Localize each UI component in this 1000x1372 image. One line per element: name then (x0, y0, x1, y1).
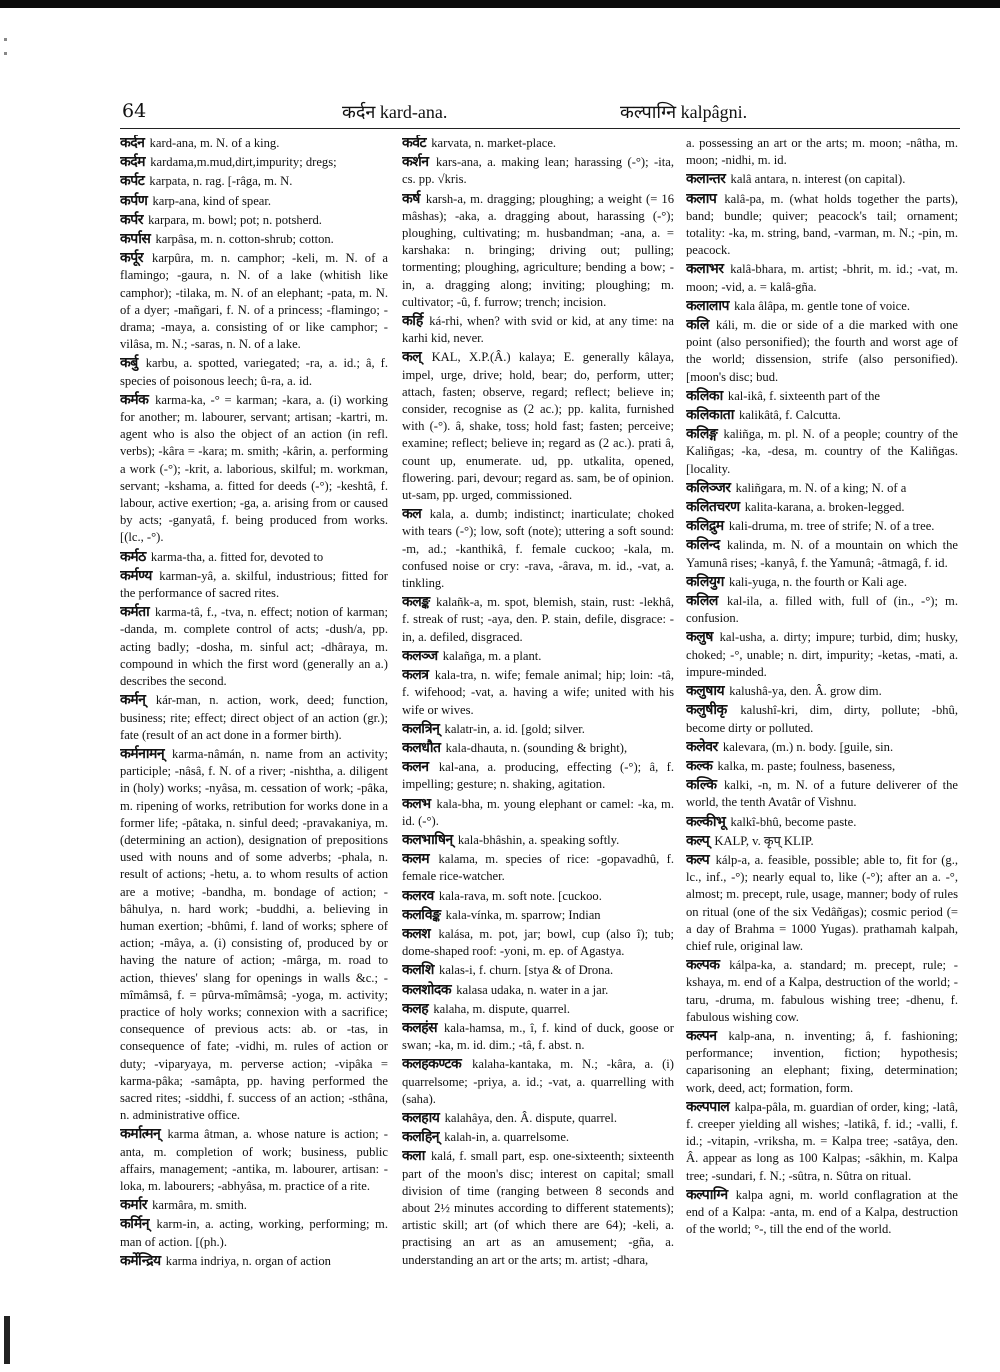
dictionary-entry (686, 833, 958, 850)
entry-headword: कलभाषिन् (402, 831, 453, 848)
dictionary-entry (686, 852, 958, 955)
dictionary-entry (686, 261, 958, 295)
entry-headword: कल्पाग्नि (686, 1186, 728, 1203)
dictionary-entry (402, 907, 674, 924)
entry-definition: kala, a. dumb; indistinct; inarticulate; choked with tears (-°); low, soft (note); uttering a soft sound: -m, ad.; -kanthikâ, f. female cuckoo; -kala, m. confused noise or cry: -rava, -ârava, m. id., -vat, a. tinkling. (402, 507, 674, 591)
entry-headword: कर्ष (402, 190, 420, 207)
dictionary-entry (402, 349, 674, 504)
entry-headword: कला (402, 1148, 425, 1165)
dictionary-entry (402, 740, 674, 757)
dictionary-entry (686, 518, 958, 535)
entry-definition: kala âlâpa, m. gentle tone of voice. (730, 298, 910, 313)
entry-definition: kalañga, m. a plant. (439, 648, 542, 663)
entry-definition: kalpa-pâla, m. guardian of order, king; -latâ, f. creeper yielding all wishes; -latikâ, f. id.; -valli, f. id.; -vitapin, -vriksha, m. = Kalpa tree; -satâya, den. Â. appear as long as 100 Kalpas; -sâkhin, m. Kalpa tree; -sundari, f. N.; -sûtra, n. Sûtra on ritual. (686, 1099, 958, 1183)
dictionary-entry (686, 426, 958, 478)
dictionary-entry (686, 1187, 958, 1239)
dictionary-entry (686, 317, 958, 386)
dictionary-entry (120, 549, 388, 566)
top-border (0, 0, 1000, 8)
entry-definition: kali-yuga, n. the fourth or Kali age. (725, 574, 908, 589)
entry-headword: कर्मठ (120, 548, 146, 565)
entry-headword: कल्पक (686, 957, 720, 974)
entry-headword: कर्मार (120, 1197, 147, 1214)
entry-definition: kalka, m. paste; foulness, baseness, (714, 758, 896, 773)
dictionary-entry (402, 1056, 674, 1108)
entry-headword: कलुष (686, 629, 713, 646)
dictionary-entry (120, 250, 388, 353)
entry-definition: kár-man, n. action, work, deed; function, business; rite; effect; direct object of an action (gr.); fate (result of an act done in a former birth). (120, 693, 388, 742)
entry-definition: karpata, n. rag. [-râga, m. N. (146, 174, 293, 189)
scan-dot (4, 38, 7, 41)
dictionary-entry (686, 739, 958, 756)
entry-headword: कलशोदक (402, 981, 452, 998)
entry-definition: karpara, m. bowl; pot; n. potsherd. (144, 212, 322, 227)
entry-headword: कर्पूर (120, 250, 143, 267)
entry-headword: कलिञ्जर (686, 479, 731, 496)
dictionary-entry (402, 962, 674, 979)
entry-headword: कर्मता (120, 604, 150, 621)
entry-headword: कलञ्ज (402, 647, 438, 664)
entry-definition: kalatr-in, a. id. [gold; silver. (441, 721, 585, 736)
dictionary-entry (120, 355, 388, 389)
dictionary-entry (120, 746, 388, 1124)
dictionary-entry (402, 721, 674, 738)
entry-headword: कलेवर (686, 738, 718, 755)
entry-headword: कलाभर (686, 261, 724, 278)
entry-definition: kalaha, m. dispute, quarrel. (430, 1001, 571, 1016)
entry-definition: kala-rava, m. soft note. [cuckoo. (435, 888, 602, 903)
entry-headword: कलान्तर (686, 171, 726, 188)
entry-definition: ká-rhi, when? with svid or kid, at any time: na karhi kid, never. (402, 314, 674, 346)
entry-headword: कर्मात्मन् (120, 1126, 161, 1143)
entry-definition: karvata, n. market-place. (428, 136, 557, 150)
entry-definition: kal-ila, a. filled with, full of (in., -°); m. confusion. (686, 594, 958, 626)
dictionary-entry (120, 1253, 388, 1270)
dictionary-entry (686, 499, 958, 516)
dictionary-entry (120, 1197, 388, 1214)
dictionary-entry (402, 506, 674, 592)
entry-definition: KAL, X.P.(Â.) kalaya; E. generally kâlaya, impel, urge, drive; hold, bear; do, perform, utter; attach, fasten; observe, regard; reflect; believe in; consider, recognise as (2 ac.); pp. kalita, furnished with (-°). â, shake, toss; hold fast; fasten; perceive; examine; reflect; believe in; regard as (2 ac.). prati â, count up, enumerate. ud, pp. utkalita, opened, flowering. pari, devour; regard as. sam, be of opinion. ut-sam, pp. urged, commissioned. (402, 350, 674, 503)
entry-definition: kálpa-ka, a. standard; m. precept, rule; -kshaya, m. end of a Kalpa, destruction of the world; -taru, -druma, m. fabulous wishing tree; -dhenu, f. fabulous wishing cow. (686, 958, 958, 1024)
entry-definition: kalikâtâ, f. Calcutta. (735, 408, 841, 423)
dictionary-entry (120, 173, 388, 190)
dictionary-entry (402, 926, 674, 960)
entry-headword: कल्पन (686, 1027, 717, 1044)
entry-headword: कलि (686, 317, 709, 334)
entry-definition: kaliñgara, m. N. of a king; N. of a (732, 480, 907, 495)
header-rule (120, 128, 960, 129)
dictionary-entry (120, 1126, 388, 1195)
entry-headword: कलभ (402, 795, 431, 812)
entry-definition: kalita-karana, a. broken-legged. (741, 500, 905, 515)
entry-definition: kalkî-bhû, become paste. (727, 814, 857, 829)
scan-edge-mark (4, 1316, 10, 1364)
dictionary-entry (120, 392, 388, 547)
entry-definition: karma âtman, a. whose nature is action; -anta, m. completion of work; business, public affairs, management; -antika, m. labourer, artisan: -loka, m. labourers; -abhyâsa, m. practice of a rite. (120, 1127, 388, 1193)
entry-headword: कर्मक (120, 391, 149, 408)
entry-headword: कलहकण्टक (402, 1056, 462, 1073)
running-head-left: कर्दन kard-ana. (342, 102, 448, 122)
entry-definition: kala-hamsa, m., î, f. kind of duck, goose or swan; -ka, m. id. dim.; -tâ, f. abst. n. (402, 1020, 674, 1053)
dictionary-entry (402, 832, 674, 849)
dictionary-entry (402, 1129, 674, 1146)
entry-definition: kala-dhauta, n. (sounding & bright), (442, 740, 628, 755)
running-head-right: कल्पाग्नि kalpâgni. (620, 102, 748, 122)
dictionary-entry (686, 388, 958, 405)
dictionary-entry (686, 537, 958, 571)
dictionary-entry (402, 888, 674, 905)
dictionary-entry (120, 154, 388, 171)
entry-definition: kalâ antara, n. interest (on capital). (727, 172, 906, 187)
entry-headword: कलरव (402, 887, 434, 904)
dictionary-entry (120, 193, 388, 210)
dictionary-entry (402, 191, 674, 311)
dictionary-entry (686, 1028, 958, 1097)
dictionary-entry (402, 851, 674, 885)
entry-definition: kala-bha, m. young elephant or camel: -ka, m. id. (-°). (402, 796, 674, 828)
entry-headword: कर्हि (402, 313, 423, 330)
entry-definition: kalâ-pa, m. (what holds together the parts), band; bundle; quiver; peacock's tail; ornament; totality: -ka, m. string, band, -varman, m. N.; -pin, m. peacock. (686, 191, 958, 258)
dictionary-entry (402, 1110, 674, 1127)
entry-headword: कलङ्क (402, 594, 430, 611)
entry-headword: कर्पास (120, 231, 151, 248)
entry-headword: कलन (402, 759, 429, 776)
entry-headword: कल्पपाल (686, 1098, 730, 1115)
entry-headword: कलश (402, 925, 431, 942)
dictionary-entry (686, 629, 958, 681)
entry-definition: kalasa udaka, n. water in a jar. (453, 982, 609, 997)
scan-dot (4, 52, 7, 55)
dictionary-entry (402, 1001, 674, 1018)
dictionary-entry (686, 814, 958, 831)
entry-definition: kalah-in, a. quarrelsome. (441, 1130, 570, 1145)
entry-headword: कलशि (402, 962, 434, 979)
entry-definition: kala-vínka, m. sparrow; Indian (442, 907, 601, 922)
entry-headword: कर्वट (402, 135, 427, 151)
entry-definition: kala-tra, n. wife; female animal; hip; loin: -tâ, f. wifehood; -vat, a. having a wife; united with his wife or wives. (402, 668, 674, 717)
entry-definition: kalama, m. species of rice: -gopavadhû, f. female rice-watcher. (402, 852, 674, 884)
entry-definition: kala-bhâshin, a. speaking softly. (454, 832, 620, 847)
entry-headword: कर्पर (120, 211, 143, 228)
entry-headword: कल्कि (686, 777, 717, 794)
dictionary-entry (402, 648, 674, 665)
entry-headword: कर्मिन् (120, 1216, 150, 1233)
entry-headword: कर्शन (402, 154, 429, 171)
entry-definition: karma-tha, a. fitted for, devoted to (147, 549, 324, 564)
entry-headword: कलुषाय (686, 683, 725, 700)
dictionary-entry (402, 135, 674, 152)
entry-definition: kal-ikâ, f. sixteenth part of the (724, 388, 881, 403)
dictionary-entry (402, 796, 674, 830)
entry-definition: kalushî-kri, dim, dirty, pollute; -bhû, become dirty or polluted. (686, 703, 958, 735)
entry-headword: कर्पट (120, 173, 145, 190)
dictionary-entry (402, 759, 674, 793)
entry-definition: kalaha-kantaka, m. N.; -kâra, a. (i) quarrelsome; -priya, a. id.; -vat, a. quarrelling with (saha). (402, 1057, 674, 1106)
entry-headword: कर्पण (120, 192, 148, 209)
entry-definition: kálp-a, a. feasible, possible; able to, fit for (g., lc., inf., -°); nearly equal to, like (-°); after an a. -°, almost; m. precept, rule, usage, manner; body of rules on ritual (one of the six Vedâñgas); cosmic period (= a day of Brahma = 1000 Yugas). prathamah kalpah, chief rule, original law. (686, 852, 958, 953)
entry-headword: कलिकाता (686, 407, 734, 424)
entry-headword: कलम (402, 851, 430, 868)
dictionary-entry (402, 1148, 674, 1268)
entry-definition: kalása, m. pot, jar; bowl, cup (also î); tub; dome-shaped roof: -yoni, m. ep. of Agastya. (402, 926, 674, 959)
entry-definition: kardama,m.mud,dirt,impurity; dregs; (147, 155, 337, 170)
entry-definition: kalpa agni, m. world conflagration at the end of a Kalpa: -anta, m. end of a Kalpa, destruction of the world; °-, till the end of the world. (686, 1187, 958, 1237)
entry-headword: कलत्र (402, 667, 429, 684)
dictionary-entry (686, 298, 958, 315)
dictionary-entry (686, 407, 958, 424)
entry-headword: कलाप (686, 190, 717, 207)
entry-definition: kali-druma, m. tree of strife; N. of a tree. (725, 519, 935, 534)
entry-definition: karma-ka, -° = karman; -kara, a. (i) working for another; m. labourer, servant; artisan; -kartri, m. agent who is also the object of an action (in refl. verbs); -kâra = -kara; m. smith; -kârin, a. performing a work (-°); -krit, a. laborious, skilful; m. workman, servant; -kshama, a. fitted for deeds (-°); -keshtâ, f. labour, active exertion; -ga, a. arising from or caused by acts; -ganyatâ, f. being produced from works. [(lc., -°). (120, 392, 388, 545)
entry-definition: kal-ana, a. producing, effecting (-°); â, f. impelling; gesture; n. shaking, agitation. (402, 760, 674, 792)
entry-definition: karm-in, a. acting, working, performing; m. man of action. [(ph.). (120, 1217, 388, 1249)
entry-headword: कलहंस (402, 1019, 438, 1036)
entry-headword: कलुषीकृ (686, 702, 727, 719)
entry-headword: कलहिन् (402, 1129, 440, 1146)
entry-definition: kalki, -n, m. N. of a future deliverer of the world, the tenth Avatâr of Vishnu. (686, 778, 958, 810)
entry-headword: कल्कीभू (686, 813, 726, 830)
entry-headword: कल्प् (686, 832, 710, 849)
entry-headword: कर्मन् (120, 692, 146, 709)
dictionary-entry (120, 1216, 388, 1250)
dictionary-entry (686, 191, 958, 260)
entry-definition: karmâra, m. smith. (148, 1198, 247, 1213)
entry-headword: कर्दन (120, 135, 145, 151)
dictionary-entry (686, 1099, 958, 1185)
entry-headword: कल (402, 506, 422, 523)
entry-headword: कर्दम (120, 154, 146, 171)
dictionary-entry (120, 231, 388, 248)
entry-headword: कल्प (686, 851, 710, 868)
dictionary-entry (402, 667, 674, 719)
entry-definition: karma-nâmán, n. name from an activity; participle; -nâsâ, f. N. of a river; -nishtha, a. diligent in (holy) works; -nyâsa, m. cessation of work; -pâka, m. ripening of works, retribution for works done in a former life; -pâtaka, n. sinful deed; -pravakaniya, m. (determining an action), designation of prepositions used with nouns and of some adverbs; -phala, n. result of actions; -hetu, a. to whom results of action are a motive; -bandha, m. bondage of action; -bâhulya, n. hard work; -buddhi, a. believing in human exertion; -bhûmi, f. land of works; sphere of action; -mâya, a. (i) consisting of, produced by or having the nature of action; -mârga, m. road to action, thieves' slang for openings in walls &c.; -mîmâmsâ, f. = pûrva-mîmâmsâ; -yoga, m. activity; practice of holy works; connexion with a sacrifice; consequence of previous acts: ab. or -tas, in consequence of fate; -vidhi, m. rules of action or duty; -viparyaya, m. perverse action; -vipâka = karma-pâka; -samâpta, pp. having performed the sacred rites; -siddhi, f. success of an action; -sthâna, n. administrative office. (120, 746, 388, 1123)
entry-headword: कल्क (686, 757, 713, 774)
dictionary-entry (402, 594, 674, 646)
entry-definition: karma-tâ, f., -tva, n. effect; notion of karman; -danda, m. complete control of acts; -dush/a, pp. acting badly; -dosha, m. sinful act; -dhâraya, m. compound in which the first word (generally an a.) describes the second. (120, 605, 388, 689)
entry-definition: karsh-a, m. dragging; ploughing; a weight (= 16 mâshas); -aka, a. dragging about, harassing (-°); ploughing, cultivating; m. husbandman; -ana, a. = karshaka: n. bringing; driving out; pulling; tormenting; ploughing, agriculture; bending a bow; -in, a. dragging along; inviting; ploughing; m. cultivator; -û, f. furrow; trench; incision. (402, 191, 674, 309)
dictionary-entry (686, 683, 958, 700)
entry-headword: कलहाय (402, 1109, 440, 1126)
column-2 (402, 135, 674, 1280)
entry-definition: kalas-i, f. churn. [stya & of Drona. (435, 963, 614, 978)
entry-definition: kalevara, (m.) n. body. [guile, sin. (719, 739, 894, 754)
entry-headword: कलालाप (686, 297, 729, 314)
dictionary-entry (402, 154, 674, 188)
entry-headword: कलियुग (686, 573, 724, 590)
dictionary-entry (120, 692, 388, 744)
entry-definition: karp-ana, kind of spear. (149, 193, 272, 208)
entry-headword: कलितचरण (686, 499, 740, 516)
entry-headword: कलिद्रुम (686, 518, 724, 535)
dictionary-entry (686, 574, 958, 591)
entry-headword: कलधौत (402, 739, 441, 756)
entry-headword: कलिका (686, 387, 723, 404)
column-3-continuation: a. possessing an art or the arts; m. moon; -nâtha, m. moon; -nidhi, m. id. (686, 136, 958, 168)
entry-headword: कलिल (686, 593, 718, 610)
entry-definition: KALP, v. कृप् KLIP. (711, 833, 814, 848)
dictionary-entry (686, 777, 958, 811)
entry-headword: कर्मनामन् (120, 745, 165, 762)
entry-definition: káli, m. die or side of a die marked with one point (also personified); the fourth and worst age of the world; dissension, strife (also personified). [moon's disc; bud. (686, 318, 958, 384)
entry-headword: कलविङ्क (402, 906, 441, 923)
dictionary-entry (402, 313, 674, 347)
dictionary-entry (686, 593, 958, 627)
dictionary-entry (120, 568, 388, 602)
entry-definition: kal-usha, a. dirty; impure; turbid, dim; husky, choked; -°, unable; n. dirt, impurity; -ketas, -mati, a. impure-minded. (686, 630, 958, 679)
entry-headword: कर्मेन्द्रिय (120, 1252, 161, 1269)
entry-definition: kalañk-a, m. spot, blemish, stain, rust: -lekhâ, f. streak of rust; -aya, den. P. stain, defile, disgrace: -in, a. defiled, disgraced. (402, 595, 674, 644)
entry-definition: kalâ-bhara, m. artist; -bhrit, m. id.; -vat, m. moon; -vid, a. = kalâ-gña. (686, 262, 958, 294)
entry-headword: कर्बु (120, 355, 138, 372)
entry-definition: kard-ana, m. N. of a king. (146, 136, 280, 150)
entry-definition: kalinda, m. N. of a mountain on which the Yamunâ rises; -kanyâ, f. the Yamunâ; -âtmagâ, f. id. (686, 538, 958, 570)
dictionary-entry (686, 171, 958, 188)
entry-definition: karpâsa, m. n. cotton-shrub; cotton. (152, 232, 334, 247)
entry-definition: karman-yâ, a. skilful, industrious; fitted for the performance of sacred rites. (120, 568, 388, 601)
entry-definition: kalá, f. small part, esp. one-sixteenth; sixteenth part of the moon's disc; interest on capital; small division of time (ranging between 8 seconds and about 2½ minutes according to different statements); artistic skill; art (of which there are 64); -keli, a. practising an art as an amusement; -gña, a. understanding an art or the arts; m. artist; -dhara, (402, 1149, 674, 1267)
dictionary-entry (686, 702, 958, 736)
entry-definition: karpûra, m. n. camphor; -keli, m. N. of a flamingo; -gaura, n. N. of a lake (whitish like camphor); -tilaka, m. N. of an elephant; -pata, m. N. of a dyer; -mañgari, f. N. of a princess; -flamingo; -drama; -maya, a. consisting of or like camphor; -vilâsa, m. N.; -saras, n. N. of a lake. (120, 251, 388, 352)
entry-headword: कलह (402, 1000, 429, 1017)
entry-headword: कर्मण्य (120, 567, 152, 584)
page-number: 64 (122, 100, 147, 122)
entry-headword: कलिङ्ग (686, 426, 718, 443)
dictionary-entry (120, 135, 388, 152)
dictionary-entry (686, 957, 958, 1026)
entry-definition: kars-ana, a. making lean; harassing (-°); -ita, cs. pp. √kris. (402, 155, 674, 187)
entry-definition: kalushâ-ya, den. Â. grow dim. (726, 684, 882, 699)
entry-definition: karbu, a. spotted, variegated; -ra, a. id.; â, f. species of poisonous leech; û-ra, a. id. (120, 356, 388, 388)
entry-headword: कलत्रिन् (402, 720, 440, 737)
dictionary-entry (402, 982, 674, 999)
entry-definition: karma indriya, n. organ of action (162, 1253, 331, 1268)
dictionary-entry (120, 604, 388, 690)
dictionary-entry (686, 480, 958, 497)
entry-headword: कल् (402, 349, 422, 366)
column-3 (686, 135, 958, 1280)
entry-definition: kaliñga, m. pl. N. of a people; country of the Kaliñgas; -ka, -desa, m. country of the Kaliñgas. [locality. (686, 427, 958, 476)
entry-definition: kalp-ana, n. inventing; â, f. fashioning; performance; invention, fiction; hypothesis; caparisoning an elephant; fixing, determination; work, deed, act; formation, form. (686, 1028, 958, 1095)
entry-headword: कलिन्द (686, 537, 720, 554)
entry-definition: kalahâya, den. Â. dispute, quarrel. (441, 1110, 617, 1125)
dictionary-entry (686, 758, 958, 775)
dictionary-entry (402, 1020, 674, 1054)
column-1 (120, 135, 388, 1280)
dictionary-entry (120, 212, 388, 229)
